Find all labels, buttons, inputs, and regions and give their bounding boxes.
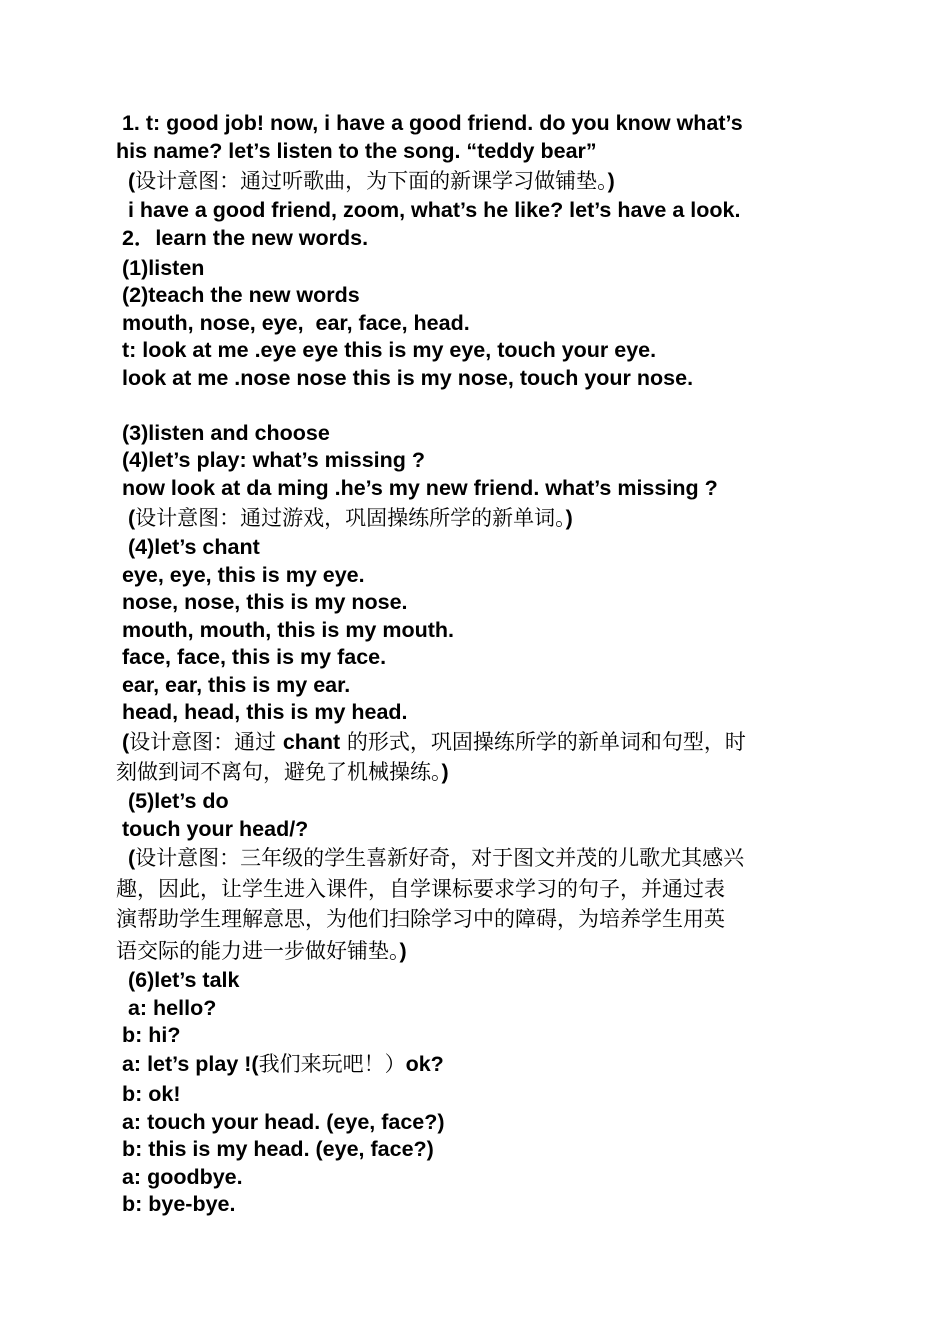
dialogue-a-goodbye: a: goodbye. [116,1165,243,1189]
design-intent-grade3-line-4 [116,938,407,965]
paren-open: ( [116,730,130,754]
teacher-nose-line: look at me .nose nose this is my nose, touch your nose. [116,366,694,390]
design-intent-text: 设计意图：通过 [129,730,283,754]
step-1-line-1: 1. t: good job! now, i have a good friend. do you know what’s [116,111,743,135]
design-intent-text: 语交际的能力进一步做好铺垫。 [116,939,400,963]
step-2-heading: 2．learn the new words. [116,226,369,250]
design-intent-grade3-line-1 [116,845,744,872]
good-friend-line: i have a good friend, zoom, what’s he like? let’s have a look. [116,198,741,222]
chant-line-ear: ear, ear, this is my ear. [116,673,351,697]
design-intent-grade3-line-3: 演帮助学生理解意思，为他们扫除学习中的障碍，为培养学生用英 [116,907,725,931]
design-intent-text: 设计意图：三年级的学生喜新好奇，对于图文并茂的儿歌尤其感兴 [135,846,745,870]
sub-step-listen-choose: (3)listen and choose [116,421,330,445]
paren-close: ) [565,506,573,530]
paren-close: ) [441,760,449,784]
design-intent-text: 设计意图：通过听歌曲，为下面的新课学习做铺垫。 [135,169,608,193]
sub-step-whats-missing: (4)let’s play: what’s missing ? [116,448,426,472]
teacher-eye-line: t: look at me .eye eye this is my eye, touch your eye. [116,338,657,362]
dialogue-b-ok: b: ok! [116,1082,181,1106]
paren-open: ( [116,169,136,193]
design-intent-text: 设计意图：通过游戏，巩固操练所学的新单词。 [135,506,566,530]
dialogue-text: ok? [405,1052,444,1076]
dialogue-b-bye-bye: b: bye-bye. [116,1192,236,1216]
step-1-line-2: his name? let’s listen to the song. “teddy bear” [116,139,597,163]
dialogue-b-this-is-my-head: b: this is my head. (eye, face?) [116,1137,434,1161]
design-intent-chant-line-2 [116,759,449,786]
sub-step-lets-talk: (6)let’s talk [116,968,240,992]
design-intent-grade3-line-2: 趣，因此，让学生进入课件，自学课标要求学习的句子，并通过表 [116,877,725,901]
paren-open: ( [116,846,136,870]
chant-line-head: head, head, this is my head. [116,700,408,724]
paren-close: ) [607,169,615,193]
chant-line-nose: nose, nose, this is my nose. [116,590,408,614]
sub-step-listen: (1)listen [116,256,205,280]
dialogue-a-lets-play [116,1051,444,1078]
chinese-gloss: 我们来玩吧！） [258,1052,406,1076]
sub-step-teach: (2)teach the new words [116,283,360,307]
dialogue-a-touch-head: a: touch your head. (eye, face?) [116,1110,445,1134]
new-words-list: mouth, nose, eye, ear, face, head. [116,311,470,335]
design-intent-text: 刻做到词不离句，避免了机械操练。 [116,760,442,784]
dialogue-a-hello: a: hello? [116,996,217,1020]
chant-word: chant [282,730,341,754]
design-intent-game [116,505,573,532]
dialogue-text: a: let’s play !( [116,1052,259,1076]
design-intent-song [116,168,615,195]
design-intent-chant-line-1 [116,729,746,756]
paren-open: ( [116,506,136,530]
da-ming-line: now look at da ming .he’s my new friend. what’s missing ? [116,476,718,500]
dialogue-b-hi: b: hi? [116,1023,181,1047]
chant-line-face: face, face, this is my face. [116,645,387,669]
sub-step-lets-do: (5)let’s do [116,789,229,813]
touch-head-line: touch your head/? [116,817,309,841]
design-intent-text: 的形式，巩固操练所学的新单词和句型，时 [340,730,746,754]
chant-line-eye: eye, eye, this is my eye. [116,563,365,587]
paren-close: ) [399,939,407,963]
chant-line-mouth: mouth, mouth, this is my mouth. [116,618,455,642]
sub-step-chant: (4)let’s chant [116,535,260,559]
